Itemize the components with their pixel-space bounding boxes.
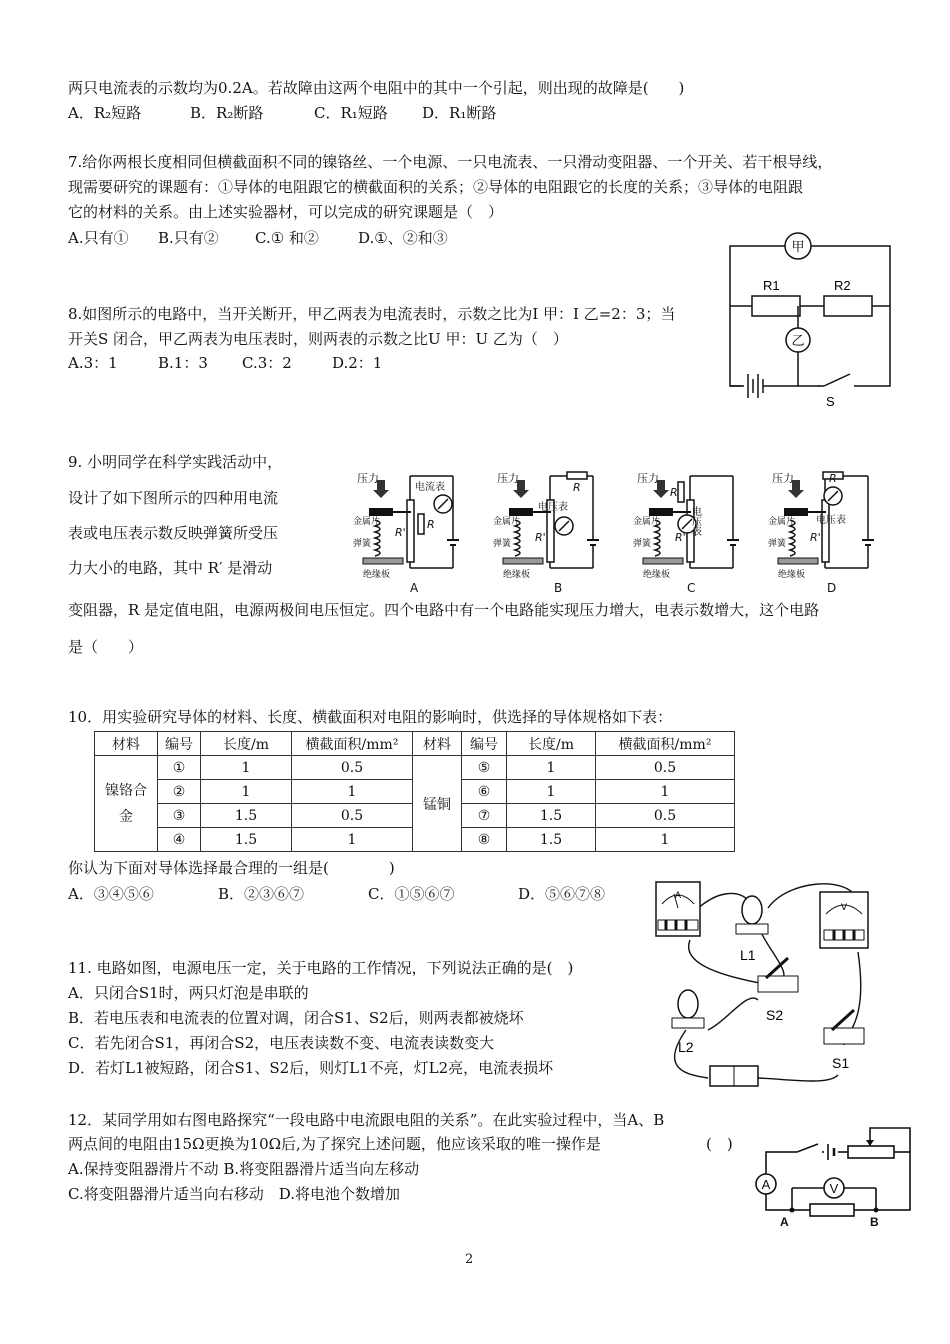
q9-line-2: 设计了如下图所示的四种用电流 (68, 489, 279, 507)
q9-line-4: 力大小的电路，其中 R′ 是滑动 (68, 559, 273, 577)
q8-circuit-diagram (720, 228, 900, 406)
material-manganin: 锰铜 (413, 756, 462, 852)
q9-a-board-label: 绝缘板 (363, 570, 391, 580)
q9-panel-d: D (827, 581, 837, 595)
header-material: 材料 (413, 732, 462, 756)
ammeter-jia-label: 甲 (791, 240, 805, 255)
table-row (95, 756, 735, 780)
q7-line-2: 现需要研究的课题有：①导体的电阻跟它的横截面积的关系；②导体的电阻跟它的长度的关系；③导体的电阻跟 (68, 178, 804, 196)
q8-option-c: C.3：2 (242, 354, 292, 372)
q12-circuit-diagram (752, 1120, 918, 1230)
q7-option-b: B.只有② (158, 229, 219, 247)
q9-b-voltmeter-label: 电压表 (538, 502, 568, 513)
header-area: 横截面积/mm² (596, 732, 735, 756)
table-cell: 1 (292, 828, 413, 852)
table-cell: 1 (201, 756, 292, 780)
table-cell: ⑧ (462, 828, 507, 852)
q10-option-a: A．③④⑤⑥ (68, 885, 154, 903)
q10-option-b: B．②③⑥⑦ (218, 885, 305, 903)
table-cell: 1.5 (201, 828, 292, 852)
table-cell: 1 (596, 780, 735, 804)
q9-line-1: 9. 小明同学在科学实践活动中， (68, 453, 283, 471)
q6-stem-end: 两只电流表的示数均为0.2A。若故障由这两个电阻中的其中一个引起，则出现的故障是( ) (68, 79, 685, 97)
q11-stem: 11. 电路如图，电源电压一定，关于电路的工作情况，下列说法正确的是( ) (68, 959, 574, 977)
q8-option-d: D.2：1 (332, 354, 383, 372)
table-cell: 0.5 (292, 804, 413, 828)
table-cell: 0.5 (596, 756, 735, 780)
q9-d-voltmeter-label: 电压表 (816, 515, 846, 526)
lamp-l2-label: L2 (678, 1039, 694, 1055)
q10-option-c: C．①⑤⑥⑦ (368, 885, 455, 903)
table-cell: ② (158, 780, 201, 804)
q6-options (68, 103, 496, 123)
q9-a-press-label: 压力 (357, 472, 379, 485)
q6-option-b: B．R₂断路 (190, 104, 264, 122)
table-cell: 1 (292, 780, 413, 804)
table-cell: ④ (158, 828, 201, 852)
q8-line-1: 8.如图所示的电路中，当开关断开，甲乙两表为电流表时，示数之比为I 甲：I 乙=2：3；当 (68, 305, 676, 323)
q9-a-r-label: R (427, 518, 435, 531)
header-area: 横截面积/mm² (292, 732, 413, 756)
q9-d-rp-label: R' (810, 531, 821, 544)
q6-option-d: D．R₁断路 (422, 104, 497, 122)
q9-c-board-label: 绝缘板 (643, 570, 671, 580)
q9-d-press-label: 压力 (772, 472, 794, 485)
q8-option-a: A.3：1 (68, 354, 118, 372)
q7-line-3: 它的材料的关系。由上述实验器材，可以完成的研究课题是（ ） (68, 203, 504, 221)
q10-spec-table (94, 731, 735, 852)
table-cell: 1 (507, 756, 596, 780)
q12-line-1: 12．某同学用如右图电路探究“一段电路中电流跟电阻的关系”。在此实验过程中，当A、B (68, 1111, 665, 1129)
q9-panel-c: C (687, 581, 696, 595)
material-nicr: 镍铬合金 (95, 756, 158, 852)
q12-option-cd: C.将变阻器滑片适当向右移动 D.将电池个数增加 (68, 1185, 400, 1203)
q8-options (68, 353, 382, 373)
q7-option-d: D.①、②和③ (358, 229, 448, 247)
q9-d-board-label: 绝缘板 (778, 570, 806, 580)
q9-b-spring-label: 弹簧 (493, 539, 512, 549)
q9-pressure-circuits (345, 466, 890, 598)
q9-a-spring-label: 弹簧 (353, 539, 372, 549)
table-cell: 1.5 (201, 804, 292, 828)
q11-circuit-diagram (648, 870, 880, 1100)
q9-c-plate-label: 金属片 (633, 517, 661, 527)
switch-s1-label: S1 (832, 1055, 850, 1071)
q11-option-a: A．只闭合S1时，两只灯泡是串联的 (68, 984, 309, 1002)
table-cell: 0.5 (596, 804, 735, 828)
q12-answer-paren: ( ) (706, 1135, 733, 1153)
header-number: 编号 (158, 732, 201, 756)
q8-option-b: B.1：3 (158, 354, 208, 372)
header-length: 长度/m (507, 732, 596, 756)
q9-c-spring-label: 弹簧 (633, 539, 652, 549)
page-number: 2 (465, 1252, 474, 1267)
table-cell: ⑤ (462, 756, 507, 780)
q9-b-r-label: R (573, 481, 581, 494)
table-cell: 1 (507, 780, 596, 804)
q10-options (68, 884, 605, 904)
q10-option-d: D．⑤⑥⑦⑧ (518, 885, 606, 903)
q9-d-r-label: R (829, 472, 837, 485)
q11-voltmeter-label: V (840, 903, 848, 913)
q9-a-plate-label: 金属片 (353, 517, 381, 527)
q9-d-plate-label: 金属片 (768, 517, 796, 527)
q9-b-rp-label: R' (535, 531, 546, 544)
q9-a-rp-label: R' (395, 526, 406, 539)
q9-b-plate-label: 金属片 (493, 517, 521, 527)
q12-ammeter-label: A (761, 1177, 771, 1192)
q11-option-b: B．若电压表和电流表的位置对调，闭合S1、S2后，则两表都被烧坏 (68, 1009, 524, 1027)
q7-line-1: 7.给你两根长度相同但横截面积不同的镍铬丝、一个电源、一只电流表、一只滑动变阻器、一个开关、若干根导线， (68, 153, 833, 171)
q9-c-rp-label: R' (675, 531, 686, 544)
q9-panel-b: B (554, 581, 563, 595)
q11-option-c: C．若先闭合S1，再闭合S2，电压表读数不变、电流表读数变大 (68, 1034, 495, 1052)
header-material: 材料 (95, 732, 158, 756)
r2-label: R2 (834, 278, 851, 293)
q9-c-voltmeter-label: 电压表 (689, 506, 701, 536)
q9-line-5: 变阻器，R 是定值电阻，电源两极间电压恒定。四个电路中有一个电路能实现压力增大，电表示数增大，这个电路 (68, 601, 820, 619)
table-cell: ③ (158, 804, 201, 828)
q9-b-board-label: 绝缘板 (503, 570, 531, 580)
q9-c-press-label: 压力 (637, 472, 659, 485)
q9-c-r-label: R (670, 486, 678, 499)
q11-ammeter-label: A (674, 891, 682, 901)
q12-voltmeter-label: V (829, 1181, 839, 1196)
ammeter-yi-label: 乙 (791, 334, 805, 349)
q6-option-c: C．R₁短路 (314, 104, 388, 122)
header-length: 长度/m (201, 732, 292, 756)
q9-line-6: 是（ ） (68, 638, 144, 656)
table-cell: 1 (201, 780, 292, 804)
table-cell: ⑥ (462, 780, 507, 804)
q12-option-ab: A.保持变阻器滑片不动 B.将变阻器滑片适当向左移动 (68, 1160, 420, 1178)
q9-d-spring-label: 弹簧 (768, 539, 787, 549)
q8-line-2: 开关S 闭合，甲乙两表为电压表时，则两表的示数之比U 甲：U 乙为（ ） (68, 330, 568, 348)
lamp-l1-label: L1 (740, 947, 756, 963)
r1-label: R1 (763, 278, 780, 293)
point-a-label: A (780, 1215, 789, 1229)
table-header-row (95, 732, 735, 756)
table-cell: 1 (596, 828, 735, 852)
q10-stem: 10．用实验研究导体的材料、长度、横截面积对电阻的影响时，供选择的导体规格如下表： (68, 708, 673, 726)
table-cell: ⑦ (462, 804, 507, 828)
q10-ask: 你认为下面对导体选择最合理的一组是( ) (68, 859, 395, 877)
q7-option-a: A.只有① (68, 229, 129, 247)
q9-b-press-label: 压力 (497, 472, 519, 485)
table-cell: 1.5 (507, 828, 596, 852)
table-cell: 0.5 (292, 756, 413, 780)
switch-s-label: S (826, 394, 835, 406)
header-number: 编号 (462, 732, 507, 756)
q9-a-ammeter-label: 电流表 (415, 482, 445, 493)
q12-line-2: 两点间的电阻由15Ω更换为10Ω后,为了探究上述问题，他应该采取的唯一操作是 (68, 1135, 601, 1153)
q6-option-a: A．R₂短路 (68, 104, 142, 122)
q9-panel-a: A (410, 581, 419, 595)
q7-options (68, 228, 448, 248)
q9-line-3: 表或电压表示数反映弹簧所受压 (68, 524, 279, 542)
point-b-label: B (870, 1215, 879, 1229)
table-cell: 1.5 (507, 804, 596, 828)
q7-option-c: C.① 和② (255, 229, 319, 247)
switch-s2-label: S2 (766, 1007, 784, 1023)
q11-option-d: D．若灯L1被短路，闭合S1、S2后，则灯L1不亮，灯L2亮，电流表损坏 (68, 1059, 554, 1077)
table-cell: ① (158, 756, 201, 780)
